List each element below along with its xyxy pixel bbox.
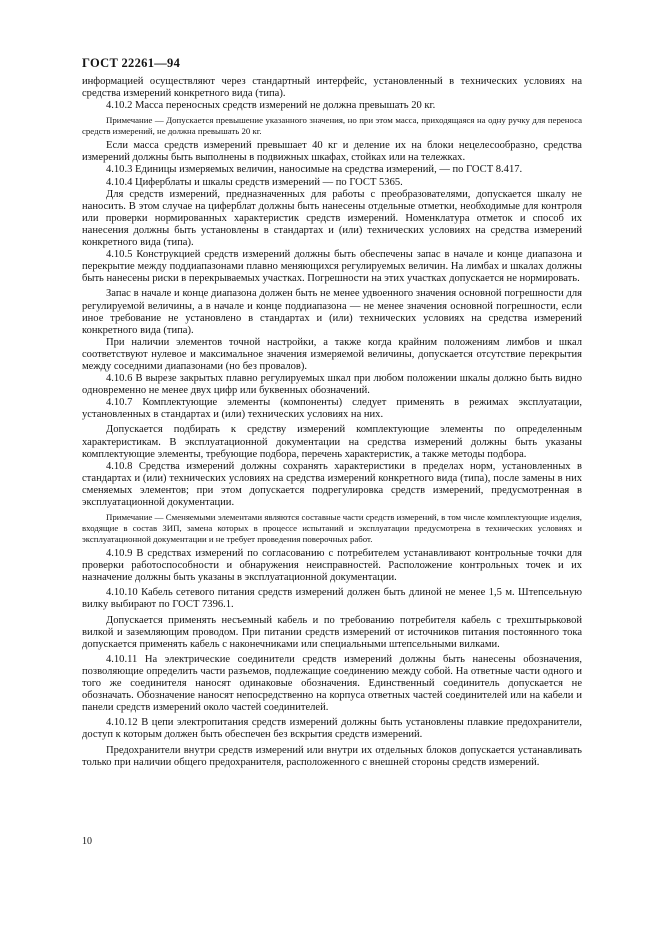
paragraph: Предохранители внутри средств измерений или внутри их отдельных блоков допускается устанавливать только при наличии общего предохранителя, расположенного с внешней стороны средств измерений.: [82, 744, 582, 768]
clause-4-10-11: 4.10.11 На электрические соединители средств измерений должны быть нанесены обозначения, позволяющие определить части разъемов, подлежащие соединению между собой. На ответные части одного и того же соединителя наносят одинаковые обозначения. Единственный соединитель допускается не обозначать. Обозначение наносят непосредственно на корпуса ответных частей соединителей или на кабели и панели средств измерений около частей соединителей.: [82, 653, 582, 714]
clause-4-10-2: 4.10.2 Масса переносных средств измерений не должна превышать 20 кг.: [106, 100, 436, 112]
clause-4-10-9: 4.10.9 В средствах измерений по согласованию с потребителем устанавливают контрольные точки для проверки работоспособности и обнаружения неисправностей. Расположение контрольных точек и их назначение должны быть указаны в эксплуатационной документации.: [82, 548, 582, 584]
clause-4-10-10: 4.10.10 Кабель сетевого питания средств измерений должен быть длиной не менее 1,5 м. Штепсельную вилку выбирают по ГОСТ 7396.1.: [82, 587, 582, 611]
page-header-title: ГОСТ 22261—94: [82, 56, 181, 70]
paragraph: Запас в начале и конце диапазона должен быть не менее удвоенного значения основной погрешности для регулируемой величины, а в начале и конце поддиапазона — не менее значения основной погрешности, если иное требование не установлено в стандартах и (или) технических условиях на средства измерений конкретного вида (типа).: [82, 288, 582, 336]
note: Примечание — Сменяемыми элементами являются составные части средств измерений, в том числе комплектующие изделия, входящие в состав ЗИП, замена которых в процессе испытаний и эксплуатации предусмотрена в технических условиях и эксплуатационной документации и не требует проведения поверочных работ.: [82, 512, 582, 545]
paragraph: Допускается подбирать к средству измерений комплектующие элементы по определенным характеристикам. В эксплуатационной документации на средства измерений должны быть указаны комплектующие элементы, требующие подбора, перечень характеристик, а также методы подбора.: [82, 424, 582, 460]
clause-4-10-3: 4.10.3 Единицы измеряемых величин, наносимые на средства измерений, — по ГОСТ 8.417.: [106, 164, 523, 176]
clause-4-10-5: 4.10.5 Конструкцией средств измерений должны быть обеспечены запас в начале и конце диапазона и перекрытие между поддиапазонами плавно меняющихся регулируемых величин. На лимбах и шкалах должны быть нанесены риски в перекрываемых участках. Погрешности на этих участках допускается не нормировать.: [82, 249, 582, 285]
paragraph: информацией осуществляют через стандартный интерфейс, установленный в технических условиях на средства измерений конкретного вида (типа).: [82, 76, 582, 100]
clause-4-10-6: 4.10.6 В вырезе закрытых плавно регулируемых шкал при любом положении шкалы должно быть видно одновременно не менее двух цифр или буквенных обозначений.: [82, 373, 582, 397]
document-body: [82, 76, 582, 769]
clause-4-10-7: 4.10.7 Комплектующие элементы (компоненты) следует применять в режимах эксплуатации, установленных в стандартах и (или) технических условиях на них.: [82, 397, 582, 421]
paragraph: Для средств измерений, предназначенных для работы с преобразователями, допускается шкалу не наносить. В этом случае на циферблат должны быть нанесены отдельные отметки, необходимые для контроля или проверки нормированных характеристик средств измерений. Номенклатура отметок и способ их нанесения должны быть установлены в стандартах и (или) технических условиях на средства измерений конкретного вида (типа).: [82, 188, 582, 249]
clause-4-10-8: 4.10.8 Средства измерений должны сохранять характеристики в пределах норм, установленных в стандартах и (или) технических условиях на средства измерений конкретного вида (типа), после замены в них сменяемых элементов; при этом допускается подрегулировка средств измерений, предусмотренная в эксплуатационной документации.: [82, 460, 582, 508]
clause-4-10-4: 4.10.4 Циферблаты и шкалы средств измерений — по ГОСТ 5365.: [106, 176, 403, 188]
paragraph: Допускается применять несъемный кабель и по требованию потребителя кабель с трехштырьковой вилкой и заземляющим проводом. При питании средств измерений от источников питания постоянного тока допускается применять кабель с наконечниками или специальными штепсельными вилками.: [82, 614, 582, 650]
paragraph: При наличии элементов точной настройки, а также когда крайним положениям лимбов и шкал соответствуют нулевое и максимальное значения измеряемой величины, допускается отсутствие перекрытия между соседними диапазонами (но без провалов).: [82, 336, 582, 372]
note: Примечание — Допускается превышение указанного значения, но при этом масса, приходящаяся на одну ручку для переноса средств измерений, не должна превышать 20 кг.: [82, 115, 582, 137]
clause-4-10-12: 4.10.12 В цепи электропитания средств измерений должны быть установлены плавкие предохранители, доступ к которым должен быть обеспечен без вскрытия средств измерений.: [82, 717, 582, 741]
paragraph: Если масса средств измерений превышает 40 кг и деление их на блоки нецелесообразно, средства измерений должны быть выполнены в подвижных шкафах, стойках или на тележках.: [82, 140, 582, 164]
page-number: 10: [82, 836, 92, 847]
